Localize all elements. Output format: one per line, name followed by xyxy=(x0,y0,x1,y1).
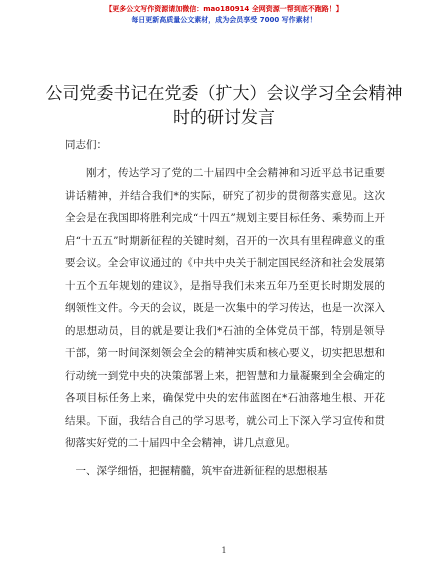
salutation: 同志们： xyxy=(65,139,107,151)
promo-banner-line-2: 每日更新高质量公文素材，成为会员享受 7000 写作素材！ xyxy=(131,16,317,24)
body-paragraph: 刚才，传达学习了党的二十届四中全会精神和习近平总书记重要讲话精神，并结合我们*的实际，研究了初步的贯彻落实意见。这次全会是在我国即将胜利完成“十四五”规划主要目标任务、乘势而上开启“十五五”时期新征程的关键时刻，召开的一次具有里程碑意义的重要会议。全会审议通过的《中共中央关于制定国民经济和社会发展第十五个五年规划的建议》，是指导我们未来五年乃至更长时期发展的纲领性文件。今天的会议，既是一次集中的学习传达，也是一次深入的思想动员，目的就是要让我们*石油的全体党员干部，特别是领导干部，第一时间深刻领会全会的精神实质和核心要义，切实把思想和行动统一到党中央的决策部署上来，把智慧和力量凝聚到全会确定的各项目标任务上来，确保党中央的宏伟蓝图在*石油落地生根、开花结果。下面，我结合自己的学习思考，就公司上下深入学习宣传和贯彻落实好党的二十届四中全会精神，讲几点意见。 xyxy=(65,167,385,449)
document-title: 公司党委书记在党委（扩大）会议学习全会精神时的研讨发言 xyxy=(45,84,403,128)
page-number: 1 xyxy=(221,546,227,555)
promo-banner xyxy=(0,4,448,26)
section-heading-1: 一、深学细悟，把握精髓，筑牢奋进新征程的思想根基 xyxy=(75,465,328,477)
promo-banner-line-1: 【更多公文写作资源请加微信：mao180914 全网资源一帮到底不跑路！】 xyxy=(105,5,343,13)
